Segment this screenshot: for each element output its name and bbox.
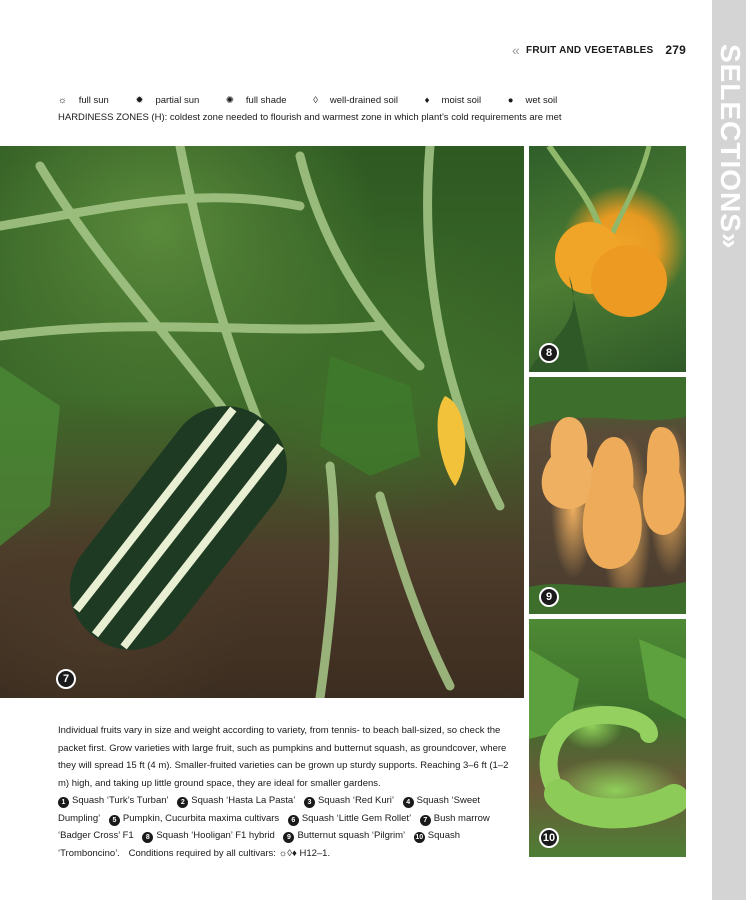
drop-outline-icon: ◊ xyxy=(313,95,318,106)
legend-partial-sun-label: partial sun xyxy=(155,95,200,106)
drop-half-icon: ♦ xyxy=(424,95,430,106)
photo-number-badge: 9 xyxy=(539,587,559,607)
conditions-zone: H12–1. xyxy=(299,847,331,859)
cultivar-number: 5 xyxy=(109,815,120,826)
photo-butternut xyxy=(529,377,686,614)
side-tab xyxy=(712,0,746,900)
legend-partial-sun xyxy=(135,95,211,106)
marrow-illustration xyxy=(0,146,524,698)
cultivar-name: Squash ‘Red Kuri’ xyxy=(317,795,395,806)
tromboncino-illustration xyxy=(529,619,686,857)
symbol-legend xyxy=(58,92,581,126)
conditions-label: Conditions required by all cultivars: xyxy=(128,847,276,859)
butternut-illustration xyxy=(529,377,686,614)
running-head xyxy=(512,42,686,58)
legend-wet xyxy=(508,95,569,106)
legend-moist-label: moist soil xyxy=(441,95,482,106)
cultivar-item xyxy=(58,795,169,806)
photo-pumpkin xyxy=(529,146,686,372)
legend-full-sun xyxy=(58,95,121,106)
photo-marrow xyxy=(0,146,524,698)
cultivar-name: Squash ‘Hooligan’ F1 hybrid xyxy=(156,830,275,841)
legend-well-drained xyxy=(313,95,410,106)
chevron-icon: « xyxy=(512,42,521,58)
cultivar-number: 7 xyxy=(420,815,431,826)
cultivar-number: 4 xyxy=(403,797,414,808)
cultivar-item xyxy=(304,795,394,806)
cultivar-number: 10 xyxy=(414,832,425,843)
legend-full-shade xyxy=(226,95,299,106)
legend-moist xyxy=(425,95,493,106)
shade-icon: ✺ xyxy=(225,95,234,106)
cultivar-item xyxy=(142,830,274,841)
cultivar-number: 8 xyxy=(142,832,153,843)
cultivar-number: 1 xyxy=(58,797,69,808)
section-title: FRUIT AND VEGETABLES xyxy=(526,44,654,56)
side-tab-label: SELECTIONS» xyxy=(715,44,746,250)
cultivar-item xyxy=(109,813,279,824)
legend-well-drained-label: well-drained soil xyxy=(329,95,399,106)
body-text xyxy=(58,722,516,862)
conditions-icons: ☼◊♦ xyxy=(278,847,297,859)
legend-full-sun-label: full sun xyxy=(78,95,109,106)
drop-filled-icon: ● xyxy=(507,95,514,106)
pumpkin-illustration xyxy=(529,146,686,372)
cultivar-item xyxy=(177,795,295,806)
cultivar-number: 2 xyxy=(177,797,188,808)
cultivar-item xyxy=(288,813,411,824)
cultivar-name: Squash ‘Sweet Dumpling’ xyxy=(58,795,481,824)
cultivar-name: Squash ‘Turk’s Turban’ xyxy=(72,795,169,806)
cultivar-name: Bush marrow ‘Badger Cross’ F1 xyxy=(58,812,490,841)
cultivar-number: 9 xyxy=(283,832,294,843)
cultivar-number: 3 xyxy=(304,797,315,808)
cultivar-name: Pumpkin, Cucurbita maxima cultivars xyxy=(122,812,280,824)
partial-sun-icon: ✹ xyxy=(135,95,144,106)
cultivar-name: Squash ‘Little Gem Rollet’ xyxy=(301,812,412,824)
intro-paragraph: Individual fruits vary in size and weight according to variety, from tennis- to beach ball-sized, so check the packet first. Grow varieties with large fruit, such as pumpkins and butternut squash, as groundcover, where they will spread 15 ft (4 m). Smaller-fruited varieties can be grown up sturdy supports. Reaching 3–6 ft (1–2 m) high, and taking up little ground space, they are ideal for smaller gardens. xyxy=(58,725,509,789)
photo-number-badge: 10 xyxy=(539,828,559,848)
sun-icon: ☼ xyxy=(58,95,67,106)
cultivar-number: 6 xyxy=(288,815,299,826)
page-number: 279 xyxy=(665,43,686,57)
cultivar-name: Butternut squash ‘Pilgrim’ xyxy=(297,830,406,841)
cultivar-name: Squash ‘Hasta La Pasta’ xyxy=(191,795,296,806)
legend-full-shade-label: full shade xyxy=(245,95,287,106)
cultivar-name: Squash ‘Tromboncino’. xyxy=(58,830,461,859)
photo-tromboncino xyxy=(529,619,686,857)
legend-wet-label: wet soil xyxy=(525,95,558,106)
hardiness-note: HARDINESS ZONES (H): coldest zone needed to flourish and warmest zone in which plant’s cold requirements are met xyxy=(58,112,562,123)
photo-number-badge: 7 xyxy=(56,669,76,689)
cultivar-item xyxy=(283,830,405,841)
photo-number-badge: 8 xyxy=(539,343,559,363)
